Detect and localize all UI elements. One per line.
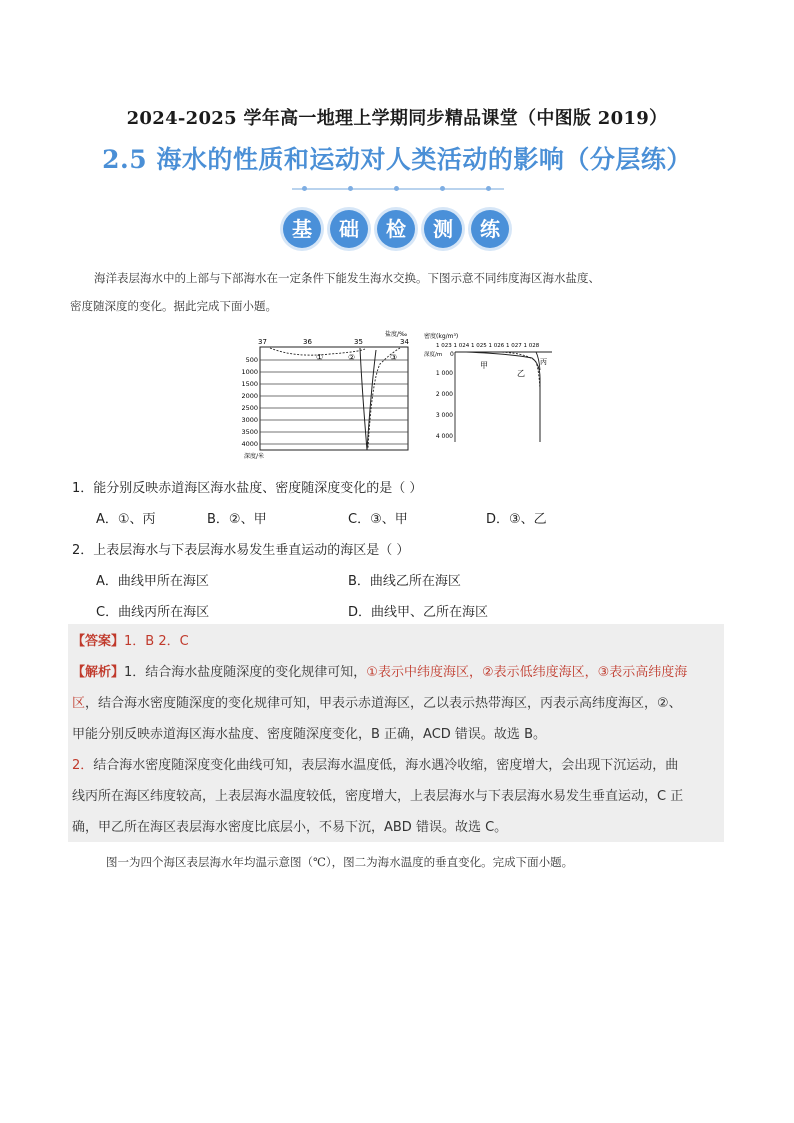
depth-axis-label: 深度/m (424, 352, 443, 358)
salinity-tick-label: 35 (354, 338, 363, 346)
depth-tick-label: 4000 (241, 440, 258, 448)
question-2-option-d: D．曲线甲、乙所在海区 (348, 605, 489, 620)
salinity-depth-figure (240, 330, 420, 460)
analysis-line: 确，甲乙所在海区表层海水密度比底层小，不易下沉，ABD 错误。故选 C。 (72, 820, 508, 835)
decorative-dot (394, 186, 399, 191)
depth-tick-label: 1 000 (435, 370, 453, 377)
density-unit-label: 密度(kg/m³) (424, 333, 459, 340)
question-2-option-b: B．曲线乙所在海区 (348, 574, 461, 589)
question-1-option-a: A．①、丙 (96, 512, 156, 527)
curve-label: 丙 (540, 358, 547, 366)
plot-frame (260, 347, 408, 450)
question-2-option-a: A．曲线甲所在海区 (96, 574, 209, 589)
curve-label: ① (316, 353, 324, 362)
question-2-option-c: C．曲线丙所在海区 (96, 605, 210, 620)
analysis-line: 线丙所在海区纬度较高，上表层海水温度较低，密度增大，上表层海水与下表层海水易发生垂直运动，C 正 (72, 789, 684, 804)
density-depth-figure (422, 330, 562, 445)
decorative-dot (486, 186, 491, 191)
section-badge: 础 (330, 210, 368, 248)
depth-axis-label: 深度/米 (244, 453, 265, 460)
section-badge: 测 (424, 210, 462, 248)
depth-tick-label: 2000 (241, 392, 258, 400)
analysis-line: 区，结合海水密度随深度的变化规律可知，甲表示赤道海区，乙以表示热带海区，丙表示高纬度海区，②、 (72, 696, 682, 711)
depth-tick-label: 2 000 (435, 391, 453, 398)
salinity-tick-label: 37 (258, 338, 267, 346)
question-2-stem: 2．上表层海水与下表层海水易发生垂直运动的海区是（ ） (72, 543, 410, 558)
section-badge: 基 (283, 210, 321, 248)
analysis-line: 【解析】1．结合海水盐度随深度的变化规律可知，①表示中纬度海区，②表示低纬度海区，③表示高纬度海 (72, 665, 688, 680)
document-subtitle: 2024-2025 学年高一地理上学期同步精品课堂（中图版 2019） (126, 108, 668, 129)
intro-paragraph-line: 密度随深度的变化。据此完成下面小题。 (70, 299, 277, 313)
salinity-unit-label: 盐度/‰ (385, 331, 408, 338)
curve-label: ③ (390, 353, 398, 362)
density-curve-jia (466, 352, 540, 442)
decorative-dot (440, 186, 445, 191)
answer-text: 1．B 2．C (124, 634, 189, 649)
analysis-tag: 【解析】 (72, 665, 125, 680)
section-badge: 练 (471, 210, 509, 248)
depth-tick-label: 1500 (241, 380, 258, 388)
salinity-tick-label: 34 (400, 338, 409, 346)
decorative-dot (348, 186, 353, 191)
salinity-tick-label: 36 (303, 338, 312, 346)
analysis-line: 2．结合海水密度随深度变化曲线可知，表层海水温度低，海水遇冷收缩，密度增大，会出现下沉运动，曲 (72, 758, 679, 773)
question-1-option-c: C．③、甲 (348, 512, 408, 527)
answer-tag: 【答案】 (72, 634, 125, 649)
question-1-option-d: D．③、乙 (486, 512, 547, 527)
intro-paragraph-2: 图一为四个海区表层海水年均温示意图（℃），图二为海水温度的垂直变化。完成下面小题。 (106, 855, 574, 869)
depth-tick-label: 3500 (241, 428, 258, 436)
depth-tick-label: 1000 (241, 368, 258, 376)
depth-tick-label: 3 000 (435, 412, 453, 419)
depth-tick-label: 3000 (241, 416, 258, 424)
intro-paragraph-line: 海洋表层海水中的上部与下部海水在一定条件下能发生海水交换。下图示意不同纬度海区海水盐度、 (94, 271, 600, 285)
density-tick-labels: 1 023 1 024 1 025 1 026 1 027 1 028 (436, 343, 540, 349)
decorative-dot (302, 186, 307, 191)
curve-label: ② (348, 353, 356, 362)
question-1-stem: 1．能分别反映赤道海区海水盐度、密度随深度变化的是（ ） (72, 481, 423, 496)
depth-tick-label: 2500 (241, 404, 258, 412)
depth-tick-label: 500 (245, 356, 258, 364)
curve-label: 甲 (480, 361, 488, 370)
analysis-line: 甲能分别反映赤道海区海水盐度、密度随深度变化，B 正确，ACD 错误。故选 B。 (72, 727, 546, 742)
depth-zero-label: 0 (450, 351, 454, 358)
answer-line (72, 626, 724, 657)
section-badge: 检 (377, 210, 415, 248)
question-1-option-b: B．②、甲 (207, 512, 267, 527)
depth-tick-label: 4 000 (435, 433, 453, 440)
document-title: 2.5 海水的性质和运动对人类活动的影响（分层练） (102, 145, 692, 174)
curve-label: 乙 (517, 369, 525, 378)
